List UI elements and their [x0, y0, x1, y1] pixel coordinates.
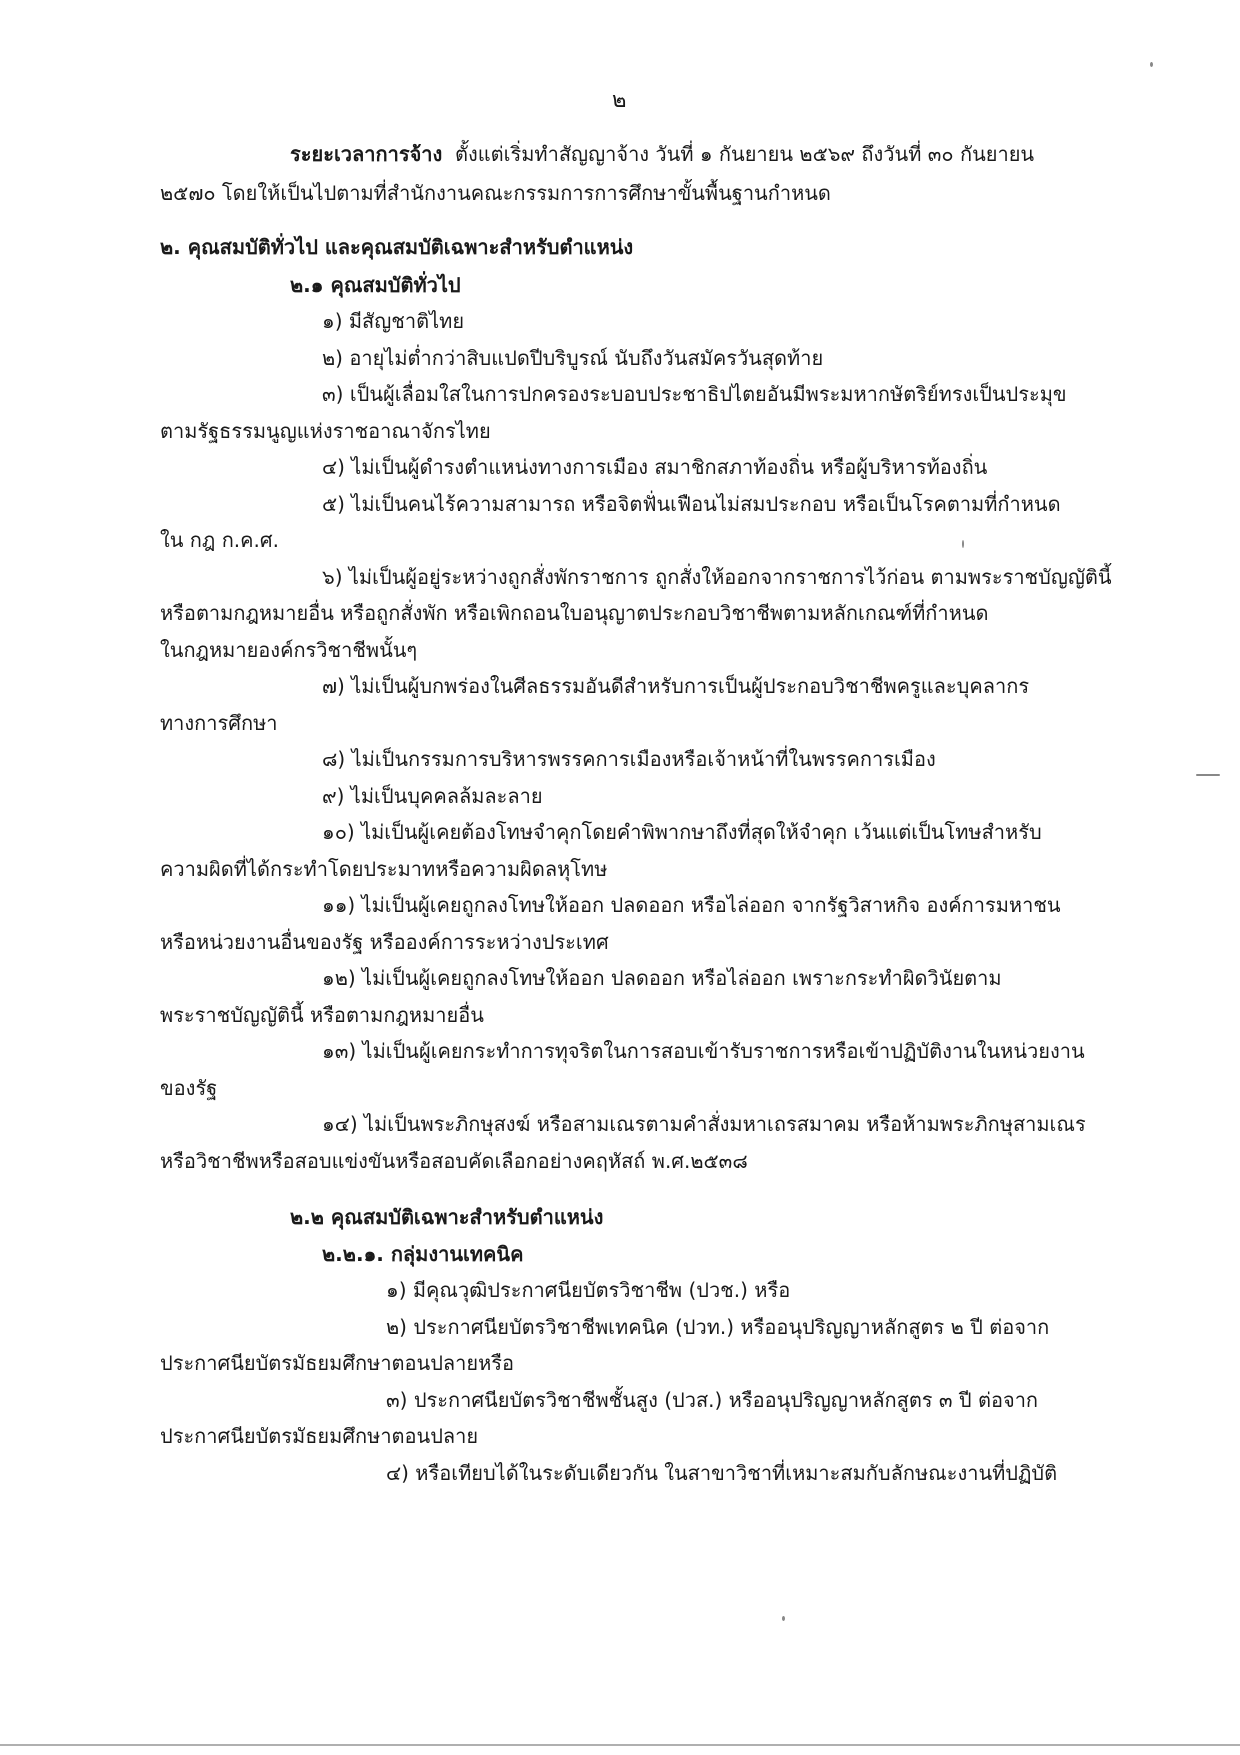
specific-item-3-cont: ประกาศนียบัตรมัธยมศึกษาตอนปลาย — [160, 1424, 479, 1448]
general-item-3-cont: ตามรัฐธรรมนูญแห่งราชอาณาจักรไทย — [160, 419, 491, 443]
general-item-3: ๓) เป็นผู้เลื่อมใสในการปกครองระบอบประชาธิปไตยอันมีพระมหากษัตริย์ทรงเป็นประมุข — [322, 382, 1067, 406]
general-item-6-cont-1: หรือตามกฎหมายอื่น หรือถูกสั่งพัก หรือเพิกถอนใบอนุญาตประกอบวิชาชีพตามหลักเกณฑ์ที่กำหนด — [160, 601, 989, 625]
specific-qualifications-heading: ๒.๒ คุณสมบัติเฉพาะสำหรับตำแหน่ง — [290, 1205, 604, 1229]
general-item-6-cont-2: ในกฎหมายองค์กรวิชาชีพนั้นๆ — [160, 638, 418, 662]
scan-speck — [1150, 62, 1153, 67]
general-item-7-cont: ทางการศึกษา — [160, 711, 278, 735]
general-item-9: ๙) ไม่เป็นบุคคลล้มละลาย — [322, 784, 543, 808]
general-item-2: ๒) อายุไม่ต่ำกว่าสิบแปดปีบริบูรณ์ นับถึงวันสมัครวันสุดท้าย — [322, 346, 824, 370]
general-item-11: ๑๑) ไม่เป็นผู้เคยถูกลงโทษให้ออก ปลดออก หรือไล่ออก จากรัฐวิสาหกิจ องค์การมหาชน — [322, 893, 1061, 917]
general-item-6: ๖) ไม่เป็นผู้อยู่ระหว่างถูกสั่งพักราชการ ถูกสั่งให้ออกจากราชการไว้ก่อน ตามพระราชบัญญัตินี้ — [322, 565, 1112, 589]
scan-speck — [782, 1616, 785, 1621]
general-item-10-cont: ความผิดที่ได้กระทำโดยประมาทหรือความผิดลหุโทษ — [160, 857, 608, 881]
scan-speck — [1196, 774, 1220, 776]
employment-period-label: ระยะเวลาการจ้าง — [290, 142, 443, 166]
general-item-11-cont: หรือหน่วยงานอื่นของรัฐ หรือองค์การระหว่างประเทศ — [160, 930, 609, 954]
general-item-7: ๗) ไม่เป็นผู้บกพร่องในศีลธรรมอันดีสำหรับการเป็นผู้ประกอบวิชาชีพครูและบุคลากร — [322, 674, 1030, 698]
specific-item-3: ๓) ประกาศนียบัตรวิชาชีพชั้นสูง (ปวส.) หรืออนุปริญญาหลักสูตร ๓ ปี ต่อจาก — [386, 1388, 1039, 1412]
general-item-5: ๕) ไม่เป็นคนไร้ความสามารถ หรือจิตฟั่นเฟือนไม่สมประกอบ หรือเป็นโรคตามที่กำหนด — [322, 492, 1061, 516]
employment-period-line-1 — [290, 140, 1034, 168]
general-item-8: ๘) ไม่เป็นกรรมการบริหารพรรคการเมืองหรือเจ้าหน้าที่ในพรรคการเมือง — [322, 747, 936, 771]
scan-speck — [962, 540, 964, 548]
general-item-12-cont: พระราชบัญญัตินี้ หรือตามกฎหมายอื่น — [160, 1003, 484, 1027]
page-number: ๒ — [612, 88, 627, 113]
general-item-14-cont: หรือวิชาชีพหรือสอบแข่งขันหรือสอบคัดเลือกอย่างคฤหัสถ์ พ.ศ.๒๕๓๘ — [160, 1149, 748, 1173]
specific-item-1: ๑) มีคุณวุฒิประกาศนียบัตรวิชาชีพ (ปวช.) หรือ — [386, 1278, 791, 1302]
general-item-13-cont: ของรัฐ — [160, 1076, 218, 1100]
general-qualifications-heading: ๒.๑ คุณสมบัติทั่วไป — [290, 273, 461, 297]
scan-edge-line — [0, 1744, 1240, 1746]
general-item-14: ๑๔) ไม่เป็นพระภิกษุสงฆ์ หรือสามเณรตามคำสั่งมหาเถรสมาคม หรือห้ามพระภิกษุสามเณร — [322, 1112, 1086, 1136]
specific-item-2: ๒) ประกาศนียบัตรวิชาชีพเทคนิค (ปวท.) หรืออนุปริญญาหลักสูตร ๒ ปี ต่อจาก — [386, 1315, 1050, 1339]
specific-item-2-cont: ประกาศนียบัตรมัธยมศึกษาตอนปลายหรือ — [160, 1351, 515, 1375]
employment-period-text-1: ตั้งแต่เริ่มทำสัญญาจ้าง วันที่ ๑ กันยายน ๒๕๖๙ ถึงวันที่ ๓๐ กันยายน — [455, 142, 1035, 166]
general-item-4: ๔) ไม่เป็นผู้ดำรงตำแหน่งทางการเมือง สมาชิกสภาท้องถิ่น หรือผู้บริหารท้องถิ่น — [322, 455, 988, 479]
section-2-heading: ๒. คุณสมบัติทั่วไป และคุณสมบัติเฉพาะสำหรับตำแหน่ง — [160, 235, 634, 259]
specific-item-4: ๔) หรือเทียบได้ในระดับเดียวกัน ในสาขาวิชาที่เหมาะสมกับลักษณะงานที่ปฏิบัติ — [386, 1461, 1058, 1485]
general-item-10: ๑๐) ไม่เป็นผู้เคยต้องโทษจำคุกโดยคำพิพากษาถึงที่สุดให้จำคุก เว้นแต่เป็นโทษสำหรับ — [322, 820, 1042, 844]
general-item-13: ๑๓) ไม่เป็นผู้เคยกระทำการทุจริตในการสอบเข้ารับราชการหรือเข้าปฏิบัติงานในหน่วยงาน — [322, 1039, 1085, 1063]
general-item-5-cont: ใน กฎ ก.ค.ศ. — [160, 528, 279, 552]
general-item-1: ๑) มีสัญชาติไทย — [322, 309, 465, 333]
general-item-12: ๑๒) ไม่เป็นผู้เคยถูกลงโทษให้ออก ปลดออก หรือไล่ออก เพราะกระทำผิดวินัยตาม — [322, 966, 1002, 990]
technical-group-heading: ๒.๒.๑. กลุ่มงานเทคนิค — [322, 1242, 524, 1266]
employment-period-line-2: ๒๕๗๐ โดยให้เป็นไปตามที่สำนักงานคณะกรรมการการศึกษาขั้นพื้นฐานกำหนด — [160, 181, 831, 205]
